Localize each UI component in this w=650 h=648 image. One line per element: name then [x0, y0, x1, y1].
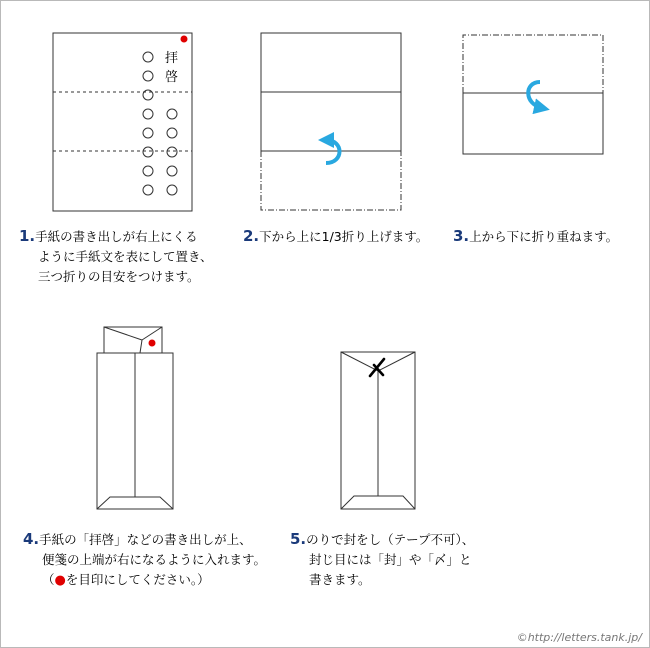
envelope-sealed-step5 — [341, 352, 415, 509]
step-5-text — [290, 529, 474, 590]
step-number: 4. — [23, 530, 40, 548]
step-line: 下から上に1/3折り上げます。 — [259, 229, 429, 244]
step-number: 2. — [243, 227, 260, 245]
step-2-text — [243, 226, 428, 247]
letter-sheet-step2 — [261, 33, 401, 210]
step-line: 上から下に折り重ねます。 — [469, 229, 619, 244]
step-number: 3. — [453, 227, 470, 245]
step-number: 1. — [19, 227, 36, 245]
step-line: 封じ目には「封」や「〆」と — [309, 552, 472, 567]
step-line: 便箋の上端が右になるように入れます。 — [42, 552, 267, 567]
step-line: 手紙の「拝啓」などの書き出しが上、 — [39, 532, 252, 547]
letter-sheet-step1 — [53, 33, 192, 211]
step-line: 書きます。 — [309, 572, 371, 587]
step-number: 5. — [290, 530, 307, 548]
red-dot-icon: ● — [54, 573, 66, 588]
step-line: のりで封をし（テープ不可）、 — [306, 532, 475, 547]
step-line: ように手紙文を表にして置き、 — [38, 249, 213, 264]
letter-sheet-step3 — [463, 35, 603, 154]
step-line: 三つ折りの目安をつけます。 — [38, 269, 200, 284]
step-4-text — [23, 529, 266, 591]
sheet-char-hai: 拝 — [165, 51, 179, 66]
envelope-insert-step4 — [97, 327, 173, 509]
step-note: （●を目印にしてください。） — [42, 572, 210, 588]
copyright-credit: ©http://letters.tank.jp/ — [516, 631, 642, 644]
marker-dot — [181, 36, 188, 43]
step-3-text — [453, 226, 618, 247]
marker-dot — [149, 340, 156, 347]
sheet-char-kei: 啓 — [165, 70, 179, 85]
step-1-text — [19, 226, 213, 287]
step-line: 手紙の書き出しが右上にくる — [35, 229, 198, 244]
